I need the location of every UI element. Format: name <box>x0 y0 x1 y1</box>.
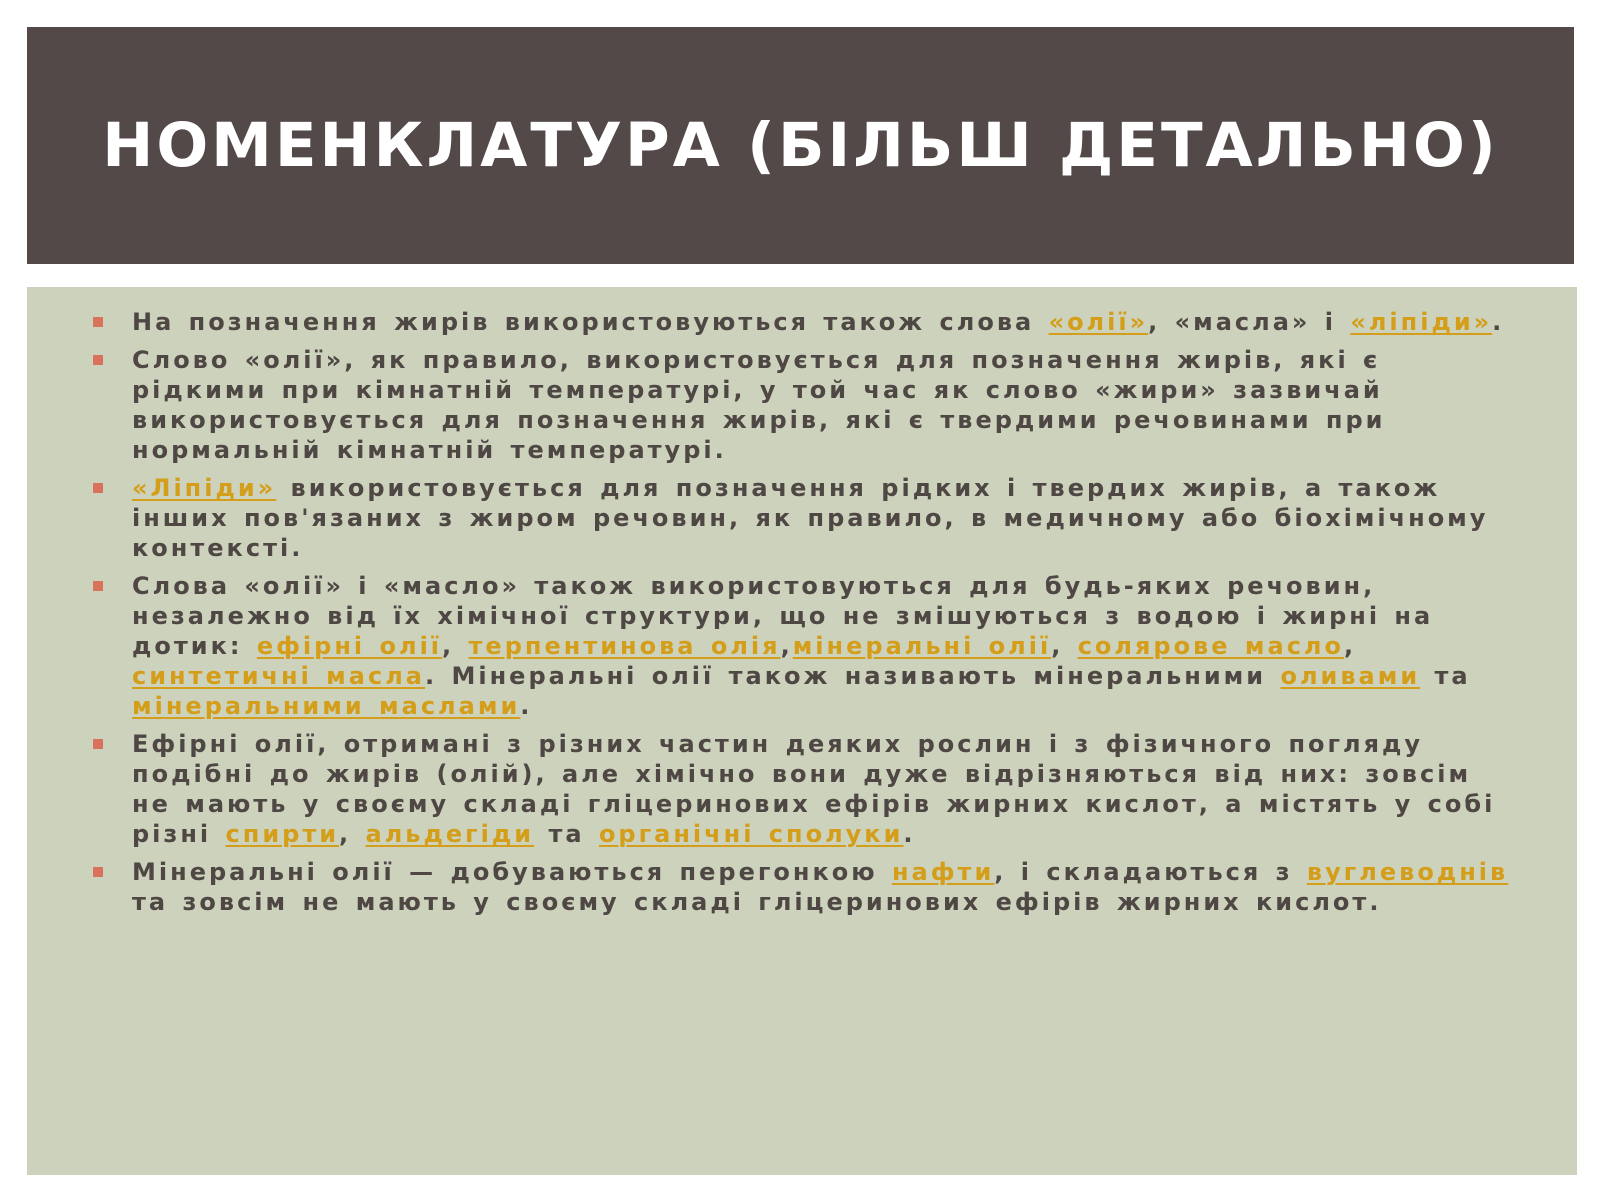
bullet-square-icon <box>93 317 103 327</box>
bullet-text: , «масла» і <box>1148 308 1351 336</box>
link-soliarove-maslo[interactable]: солярове масло <box>1077 632 1344 660</box>
link-olyvamy[interactable]: оливами <box>1280 662 1421 690</box>
content-area <box>27 287 1577 1175</box>
link-mineralni-olii[interactable]: мінеральні олії <box>792 632 1052 660</box>
bullet-text: . <box>903 820 916 848</box>
link-syntetychni-masla[interactable]: синтетичні масла <box>132 662 425 690</box>
bullet-text: Слово «олії», як правило, використовується для позначення жирів, які є рідкими при кімнатній температурі, у той час як слово «жири» зазвичай використовується для позначення жирів, які є твердими речовинами при нормальній кімнатній температурі. <box>132 346 1386 464</box>
link-lipidy[interactable]: «ліпіди» <box>1350 308 1493 336</box>
bullet-list <box>27 307 1517 917</box>
link-nafty[interactable]: нафти <box>891 858 995 886</box>
link-mineralnymy-maslamy[interactable]: мінеральними маслами <box>132 692 521 720</box>
bullet-item-substances <box>27 571 1517 721</box>
link-terpentynova-oliia[interactable]: терпентинова олія <box>468 632 781 660</box>
bullet-text: На позначення жирів використовуються також слова <box>132 308 1049 336</box>
bullet-text: Мінеральні олії — добуваються перегонкою <box>132 858 892 886</box>
slide-title: НОМЕНКЛАТУРА (БІЛЬШ ДЕТАЛЬНО) <box>102 110 1499 181</box>
bullet-item-mineral-oils <box>27 857 1517 917</box>
link-lipidy-capitalized[interactable]: «Ліпіди» <box>132 474 277 502</box>
bullet-text: . Мінеральні олії також називають мінеральними <box>425 662 1281 690</box>
bullet-square-icon <box>93 483 103 493</box>
title-band <box>27 27 1574 264</box>
bullet-text: та <box>1420 662 1471 690</box>
bullet-text: використовується для позначення рідких і твердих жирів, а також інших пов'язаних з жиром речовин, як правило, в медичному або біохімічному контексті. <box>132 474 1489 562</box>
bullet-text: , і складаються з <box>994 858 1307 886</box>
bullet-text: , <box>442 632 469 660</box>
bullet-square-icon <box>93 867 103 877</box>
bullet-square-icon <box>93 581 103 591</box>
bullet-square-icon <box>93 739 103 749</box>
bullet-text: , <box>339 820 366 848</box>
bullet-item-olii-usage <box>27 345 1517 465</box>
bullet-item-essential-oils <box>27 729 1517 849</box>
bullet-text: . <box>520 692 533 720</box>
bullet-text: та <box>534 820 599 848</box>
link-orhanichni-spoluky[interactable]: органічні сполуки <box>598 820 904 848</box>
bullet-text: , <box>780 632 793 660</box>
link-vuhlevodniv[interactable]: вуглеводнів <box>1306 858 1509 886</box>
bullet-item-lipidy <box>27 473 1517 563</box>
bullet-item-terms <box>27 307 1517 337</box>
bullet-text: , <box>1343 632 1357 660</box>
link-efirni-olii[interactable]: ефірні олії <box>256 632 443 660</box>
bullet-square-icon <box>93 355 103 365</box>
bullet-text: Ефірні олії, отримані з різних частин деяких рослин і з фізичного погляду подібні до жирів (олій), але хімічно вони дуже відрізняються від них: зовсім не мають у своєму складі гліцеринових ефірів жирних кислот, а містять у собі різні <box>132 730 1496 848</box>
bullet-text: , <box>1051 632 1078 660</box>
link-aldehidy[interactable]: альдегіди <box>365 820 535 848</box>
link-olii[interactable]: «олії» <box>1048 308 1149 336</box>
bullet-text: Слова «олії» і «масло» також використовуються для будь-яких речовин, незалежно від їх хімічної структури, що не змішуються з водою і жирні на дотик: <box>132 572 1434 660</box>
link-spyrty[interactable]: спирти <box>225 820 340 848</box>
bullet-text: та зовсім не мають у своєму складі гліцеринових ефірів жирних кислот. <box>132 888 1382 916</box>
bullet-text: . <box>1492 308 1505 336</box>
